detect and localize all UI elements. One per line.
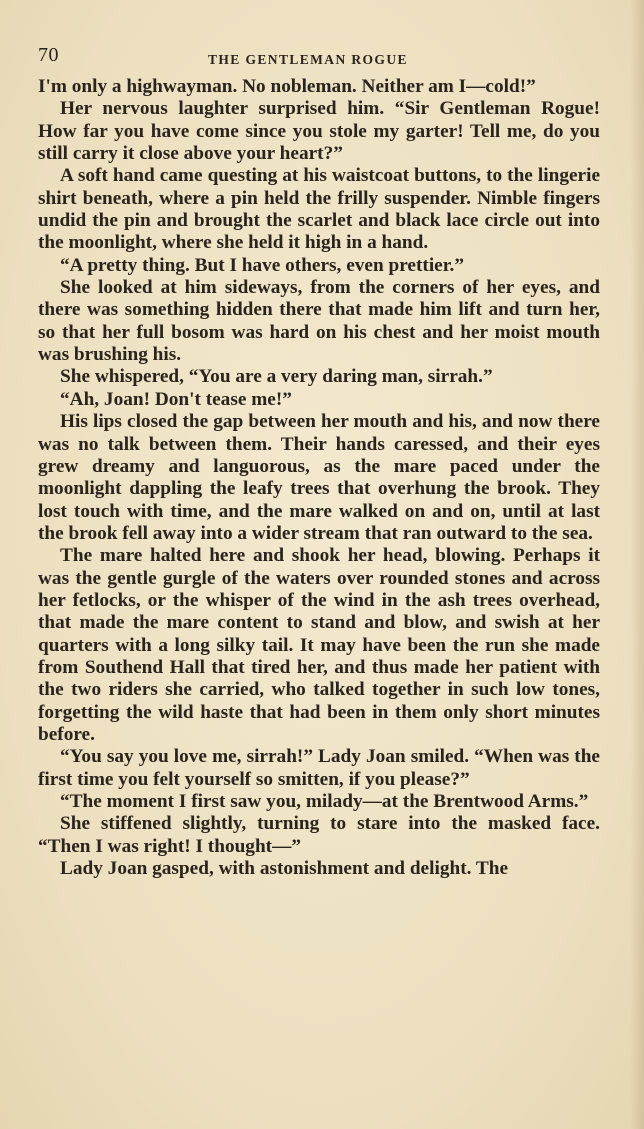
body-text — [38, 76, 600, 880]
paragraph: The mare halted here and shook her head, blowing. Perhaps it was the gentle gurgle of the waters over rounded stones and across her fetlocks, or the whisper of the wind in the ash trees overhead, that made the mare content to stand and blow, and swish at her quarters with a long silky tail. It may have been the run she made from Southend Hall that tired her, and thus made her patient with the two riders she carried, who talked together in such low tones, forgetting the wild haste that had been in them only short minutes before. — [38, 545, 600, 745]
paragraph: I'm only a highwayman. No nobleman. Neither am I—cold!” — [38, 76, 536, 97]
paragraph: “The moment I first saw you, milady—at the Brentwood Arms.” — [60, 791, 589, 812]
paragraph: “Ah, Joan! Don't tease me!” — [60, 388, 292, 410]
paragraph: A soft hand came questing at his waistcoat buttons, to the lingerie shirt beneath, where a pin held the frilly suspender. Nimble fingers undid the pin and brought the scarlet and black lace circle out into the moonlight, where she held it high in a hand. — [38, 165, 600, 254]
paragraph: She stiffened slightly, turning to stare into the masked face. “Then I was right! I thought—” — [38, 813, 600, 857]
paragraph: His lips closed the gap between her mouth and his, and now there was no talk between them. Their hands caressed, and their eyes grew dreamy and languorous, as the mare paced under the moonlight dappling the leafy trees that overhung the brook. They lost touch with time, and the mare walked on and on, until at last the brook fell away into a wider stream that ran outward to the sea. — [38, 411, 600, 544]
paragraph: Her nervous laughter surprised him. “Sir Gentleman Rogue! How far you have come since you stole my garter! Tell me, do you still carry it close above your heart?” — [38, 98, 600, 165]
paragraph: “A pretty thing. But I have others, even prettier.” — [60, 254, 464, 276]
paragraph: “You say you love me, sirrah!” Lady Joan smiled. “When was the first time you felt yourself so smitten, if you please?” — [38, 746, 600, 790]
running-head — [38, 44, 598, 74]
paragraph: Lady Joan gasped, with astonishment and delight. The — [60, 858, 509, 880]
paragraph: She looked at him sideways, from the corners of her eyes, and there was something hidden there that made him lift and turn her, so that her full bosom was hard on his chest and her moist mouth was brushing his. — [38, 277, 600, 366]
page-number: 70 — [38, 44, 59, 66]
page-spine-shadow — [630, 0, 644, 1129]
running-title: THE GENTLEMAN ROGUE — [208, 52, 408, 67]
paragraph: She whispered, “You are a very daring man, sirrah.” — [60, 366, 493, 388]
